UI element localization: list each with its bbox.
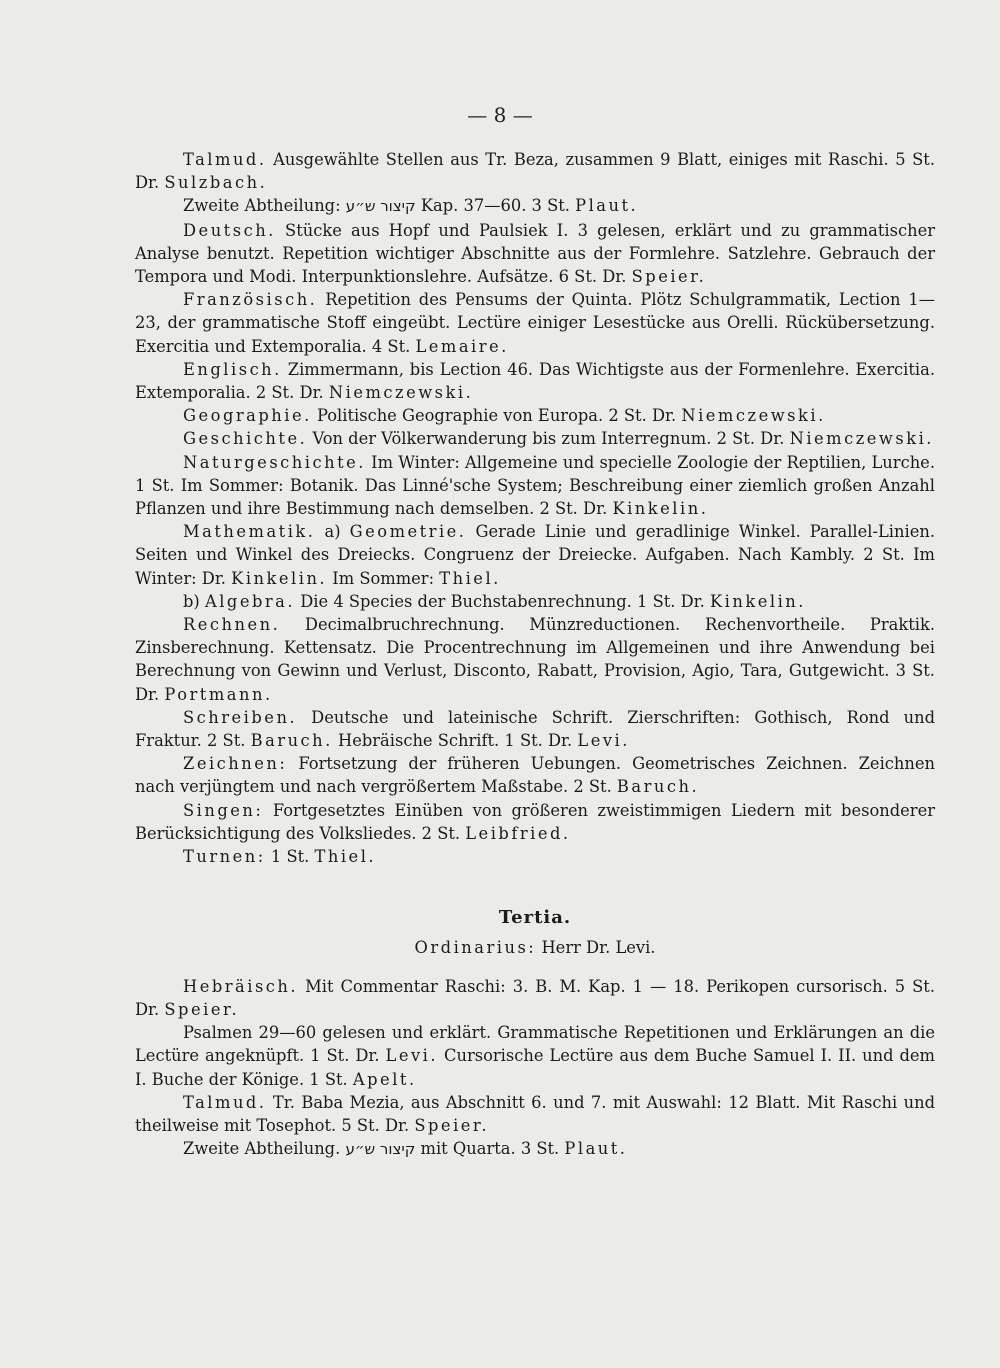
paragraph-text: Ausgewählte Stellen aus Tr. Beza, zusammen 9 Blatt, einiges mit Raschi. 5 St. Dr.: [135, 150, 935, 193]
spaced-term: Algebra.: [204, 591, 296, 611]
curriculum-paragraph: [135, 975, 935, 1021]
curriculum-paragraph: [135, 590, 935, 613]
curriculum-paragraph: [135, 799, 935, 845]
spaced-term: Rechnen.: [183, 615, 281, 635]
spaced-term: Talmud.: [183, 150, 267, 169]
spaced-term: Leibfried.: [465, 823, 571, 843]
spaced-term: Talmud.: [183, 1092, 267, 1112]
ordinarius-name: Herr Dr. Levi.: [541, 937, 656, 957]
spaced-term: Speier.: [631, 267, 707, 287]
paragraph-text: Im Winter: Allgemeine und specielle Zoologie der Reptilien, Lurche. 1 St. Im Sommer: Botanik. Das Linné'sche System; Beschreibung einer ziemlich großen Anzahl Pflanzen und ihre Bestimmung nach demselben. 2 St. Dr.: [135, 452, 935, 519]
paragraph-text: a): [315, 522, 350, 542]
paragraph-text: Hebräische Schrift. 1 St. Dr.: [332, 731, 578, 751]
spaced-term: Mathematik.: [183, 522, 316, 542]
spaced-term: Kinkelin.: [231, 568, 328, 588]
paragraph-text: Gerade Linie und geradlinige Winkel. Parallel-Linien. Seiten und Winkel des Dreiecks. Congruenz der Dreiecke. Aufgaben. Nach Kambly. 2 St. Im Winter: Dr.: [135, 522, 935, 588]
spaced-term: Thiel.: [439, 568, 501, 588]
spaced-term: Speier.: [414, 1115, 490, 1135]
spaced-term: Levi.: [577, 731, 630, 751]
curriculum-paragraph: [135, 451, 935, 521]
curriculum-paragraph: [135, 194, 935, 218]
paragraph-text: Fortsetzung der früheren Uebungen. Geometrisches Zeichnen. Zeichnen nach verjüngtem und nach vergrößertem Maßstabe. 2 St.: [135, 754, 935, 797]
spaced-term: Kinkelin.: [612, 499, 709, 519]
spaced-term: Plaut.: [564, 1139, 628, 1159]
paragraph-text: Cursorische Lectüre aus dem Buche Samuel I. II. und dem I. Buche der Könige. 1 St.: [135, 1046, 935, 1089]
paragraph-text: Mit Commentar Raschi: 3. B. M. Kap. 1 — 18. Perikopen cursorisch. 5 St. Dr.: [135, 976, 935, 1019]
curriculum-paragraph: [135, 427, 935, 450]
curriculum-paragraph: [135, 752, 935, 798]
paragraph-text: Fortgesetztes Einüben von größeren zweistimmigen Liedern mit besonderer Berücksichtigung des Volksliedes. 2 St.: [135, 800, 935, 843]
spaced-term: Zeichnen:: [183, 754, 288, 774]
curriculum-paragraph: [135, 1091, 935, 1137]
spaced-term: Sulzbach.: [164, 173, 268, 193]
spaced-term: Naturgeschichte.: [183, 452, 366, 472]
paragraph-text: Zimmermann, bis Lection 46. Das Wichtigste aus der Formenlehre. Exercitia. Extemporalia. 2 St. Dr.: [135, 359, 935, 403]
spaced-term: Niemczewski.: [681, 406, 826, 426]
hebrew-title: קיצור ש״ע: [345, 1140, 416, 1159]
spaced-term: Geschichte.: [183, 429, 308, 449]
paragraph-text: b): [183, 591, 205, 611]
spaced-term: Plaut.: [575, 196, 639, 216]
curriculum-paragraph: [135, 404, 935, 427]
paragraph-text: Kap. 37—60. 3 St.: [415, 196, 576, 216]
paragraph-text: 1 St.: [265, 847, 315, 867]
spaced-term: Hebräisch.: [183, 976, 299, 996]
spaced-term: Lemaire.: [415, 336, 509, 356]
curriculum-paragraph: [135, 1021, 935, 1091]
curriculum-paragraph: [135, 520, 935, 590]
spaced-term: Baruch.: [250, 731, 333, 751]
curriculum-list-upper: [135, 148, 935, 868]
curriculum-paragraph: [135, 706, 935, 752]
curriculum-paragraph: [135, 148, 935, 194]
ordinarius-line: [135, 936, 935, 959]
ordinarius-label: Ordinarius:: [414, 937, 537, 957]
spaced-term: Portmann.: [164, 684, 273, 704]
section-title: Tertia.: [498, 907, 572, 929]
spaced-term: Deutsch.: [183, 220, 276, 240]
spaced-term: Levi.: [385, 1046, 439, 1066]
curriculum-paragraph: [135, 288, 935, 358]
spaced-term: Turnen:: [183, 847, 266, 867]
page-number: — 8 —: [467, 103, 533, 127]
curriculum-paragraph: [135, 1137, 935, 1161]
paragraph-text: Deutsche und lateinische Schrift. Zierschriften: Gothisch, Rond und Fraktur. 2 St.: [135, 707, 935, 751]
paragraph-text: Im Sommer:: [327, 568, 440, 588]
paragraph-text: Zweite Abtheilung:: [183, 196, 346, 216]
spaced-term: Englisch.: [183, 359, 282, 379]
spaced-term: Apelt.: [352, 1069, 417, 1089]
curriculum-list-tertia: [135, 975, 935, 1162]
paragraph-text: Die 4 Species der Buchstabenrechnung. 1 St. Dr.: [295, 591, 711, 611]
curriculum-paragraph: [135, 845, 935, 868]
hebrew-title: קיצור ש״ע: [345, 197, 416, 216]
spaced-term: Kinkelin.: [710, 591, 806, 611]
paragraph-text: Stücke aus Hopf und Paulsiek I. 3 gelesen, erklärt und zu grammatischer Analyse benutzt. Repetition wichtiger Abschnitte aus der Formlehre. Satzlehre. Gebrauch der Tempora und Modi. Interpunktionslehre. Aufsätze. 6 St. Dr.: [135, 220, 935, 287]
page-content: [135, 148, 935, 1161]
spaced-term: Niemczewski.: [328, 383, 474, 403]
curriculum-paragraph: [135, 613, 935, 706]
spaced-term: Niemczewski.: [789, 429, 934, 449]
spaced-term: Schreiben.: [183, 707, 298, 727]
spaced-term: Baruch.: [616, 777, 700, 797]
spaced-term: Thiel.: [314, 847, 377, 867]
curriculum-paragraph: [135, 219, 935, 289]
curriculum-paragraph: [135, 358, 935, 404]
paragraph-text: Zweite Abtheilung.: [183, 1139, 346, 1159]
paragraph-text: Von der Völkerwanderung bis zum Interregnum. 2 St. Dr.: [307, 429, 790, 449]
spaced-term: Geometrie.: [349, 522, 467, 542]
paragraph-text: Repetition des Pensums der Quinta. Plötz Schulgrammatik, Lection 1—23, der grammatische Stoff eingeübt. Lectüre einiger Lesestücke aus Orelli. Rückübersetzung. Exercitia und Extemporalia. 4 St.: [135, 290, 935, 356]
spaced-term: Speier.: [164, 999, 240, 1019]
spaced-term: Singen:: [183, 800, 264, 820]
paragraph-text: Decimalbruchrechnung. Münzreductionen. Rechenvortheile. Praktik. Zinsberechnung. Kettensatz. Die Procentrechnung im Allgemeinen und ihre Anwendung bei Berechnung von Gewinn und Verlust, Disconto, Rabatt, Provision, Agio, Tara, Gutgewicht. 3 St. Dr.: [135, 615, 935, 704]
spaced-term: Französisch.: [183, 290, 318, 310]
spaced-term: Geographie.: [183, 406, 312, 426]
paragraph-text: Psalmen 29—60 gelesen und erklärt. Grammatische Repetitionen und Erklärungen an die Lectüre angeknüpft. 1 St. Dr.: [135, 1023, 935, 1066]
paragraph-text: mit Quarta. 3 St.: [415, 1139, 565, 1159]
paragraph-text: Tr. Baba Mezia, aus Abschnitt 6. und 7. mit Auswahl: 12 Blatt. Mit Raschi und theilweise mit Tosephot. 5 St. Dr.: [135, 1092, 935, 1135]
paragraph-text: Politische Geographie von Europa. 2 St. Dr.: [311, 406, 682, 426]
